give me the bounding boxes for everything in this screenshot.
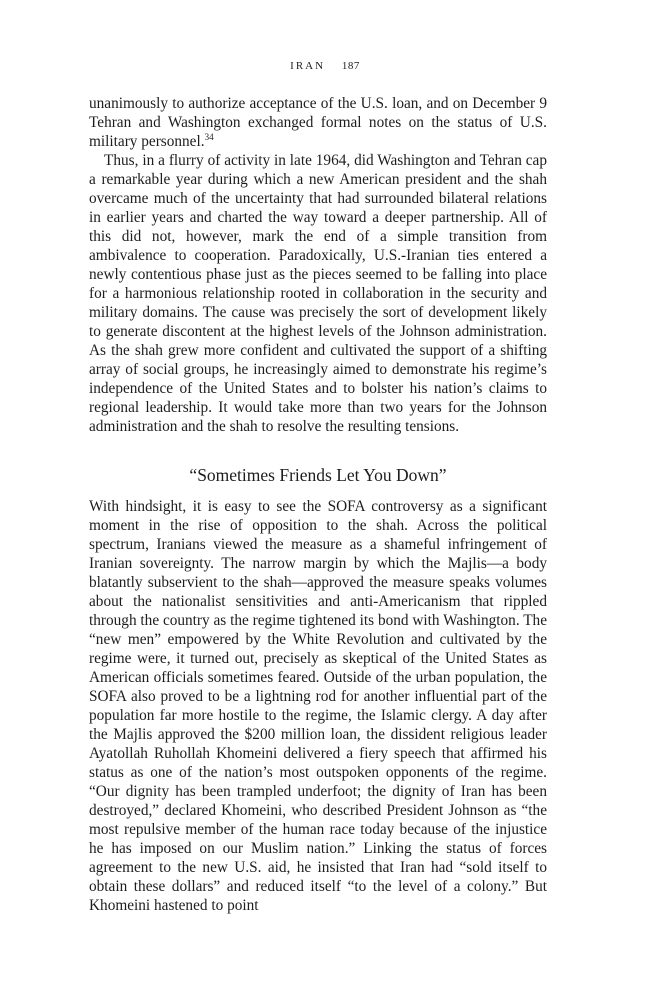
paragraph: With hindsight, it is easy to see the SOFA controversy as a significant moment in the rise of opposition to the shah. Across the political spectrum, Iranians viewed the measure as a shameful infringement of Iranian sovereignty. The narrow margin by which the Majlis—a body blatantly subservient to the shah—approved the measure speaks volumes about the nationalist sensitivities and anti-Americanism that rippled through the country as the regime tightened its bond with Washington. The “new men” empowered by the White Revolution and cultivated by the regime were, it turned out, precisely as skeptical of the United States as American officials sometimes feared. Outside of the urban population, the SOFA also proved to be a lightning rod for another influential part of the population far more hostile to the regime, the Islamic clergy. A day after the Majlis approved the $200 million loan, the dissident religious leader Ayatollah Ruhollah Khomeini delivered a fiery speech that affirmed his status as one of the nation’s most outspoken opponents of the regime. “Our dignity has been trampled underfoot; the dignity of Iran has been destroyed,” declared Khomeini, who described President Johnson as “the most repulsive member of the human race today because of the injustice he has imposed on our Muslim nation.” Linking the status of forces agreement to the new U.S. aid, he insisted that Iran had “sold itself to obtain these dollars” and reduced itself “to the level of a colony.” But Khomeini hastened to point bbox=[89, 498, 547, 914]
running-head-title: IRAN bbox=[290, 60, 326, 72]
running-head bbox=[0, 60, 650, 72]
paragraph-continued bbox=[89, 94, 547, 151]
footnote-marker: 34 bbox=[204, 132, 214, 142]
paragraph: Thus, in a flurry of activity in late 1964, did Washington and Tehran cap a remarkable year during which a new American president and the shah overcame much of the uncertainty that had surrounded bilateral relations in earlier years and charted the way toward a deeper partnership. All of this did not, however, mark the end of a simple transition from ambivalence to cooperation. Paradoxically, U.S.-Iranian ties entered a newly contentious phase just as the pieces seemed to be falling into place for a harmonious relationship rooted in collaboration in the security and military domains. The cause was precisely the sort of development likely to generate discontent at the highest levels of the Johnson administration. As the shah grew more confident and cultivated the support of a shifting array of social groups, he increasingly aimed to demonstrate his regime’s independence of the United States and to bolster his nation’s claims to regional leadership. It would take more than two years for the Johnson administration and the shah to resolve the resulting tensions. bbox=[89, 152, 547, 435]
paragraph-text: unanimously to authorize acceptance of the U.S. loan, and on December 9 Tehran and Washington exchanged formal notes on the status of U.S. military personnel. bbox=[89, 95, 547, 150]
opening-text-block bbox=[89, 94, 547, 436]
section-text-block bbox=[89, 497, 547, 915]
page-number: 187 bbox=[341, 60, 360, 72]
section-heading: “Sometimes Friends Let You Down” bbox=[189, 465, 447, 485]
